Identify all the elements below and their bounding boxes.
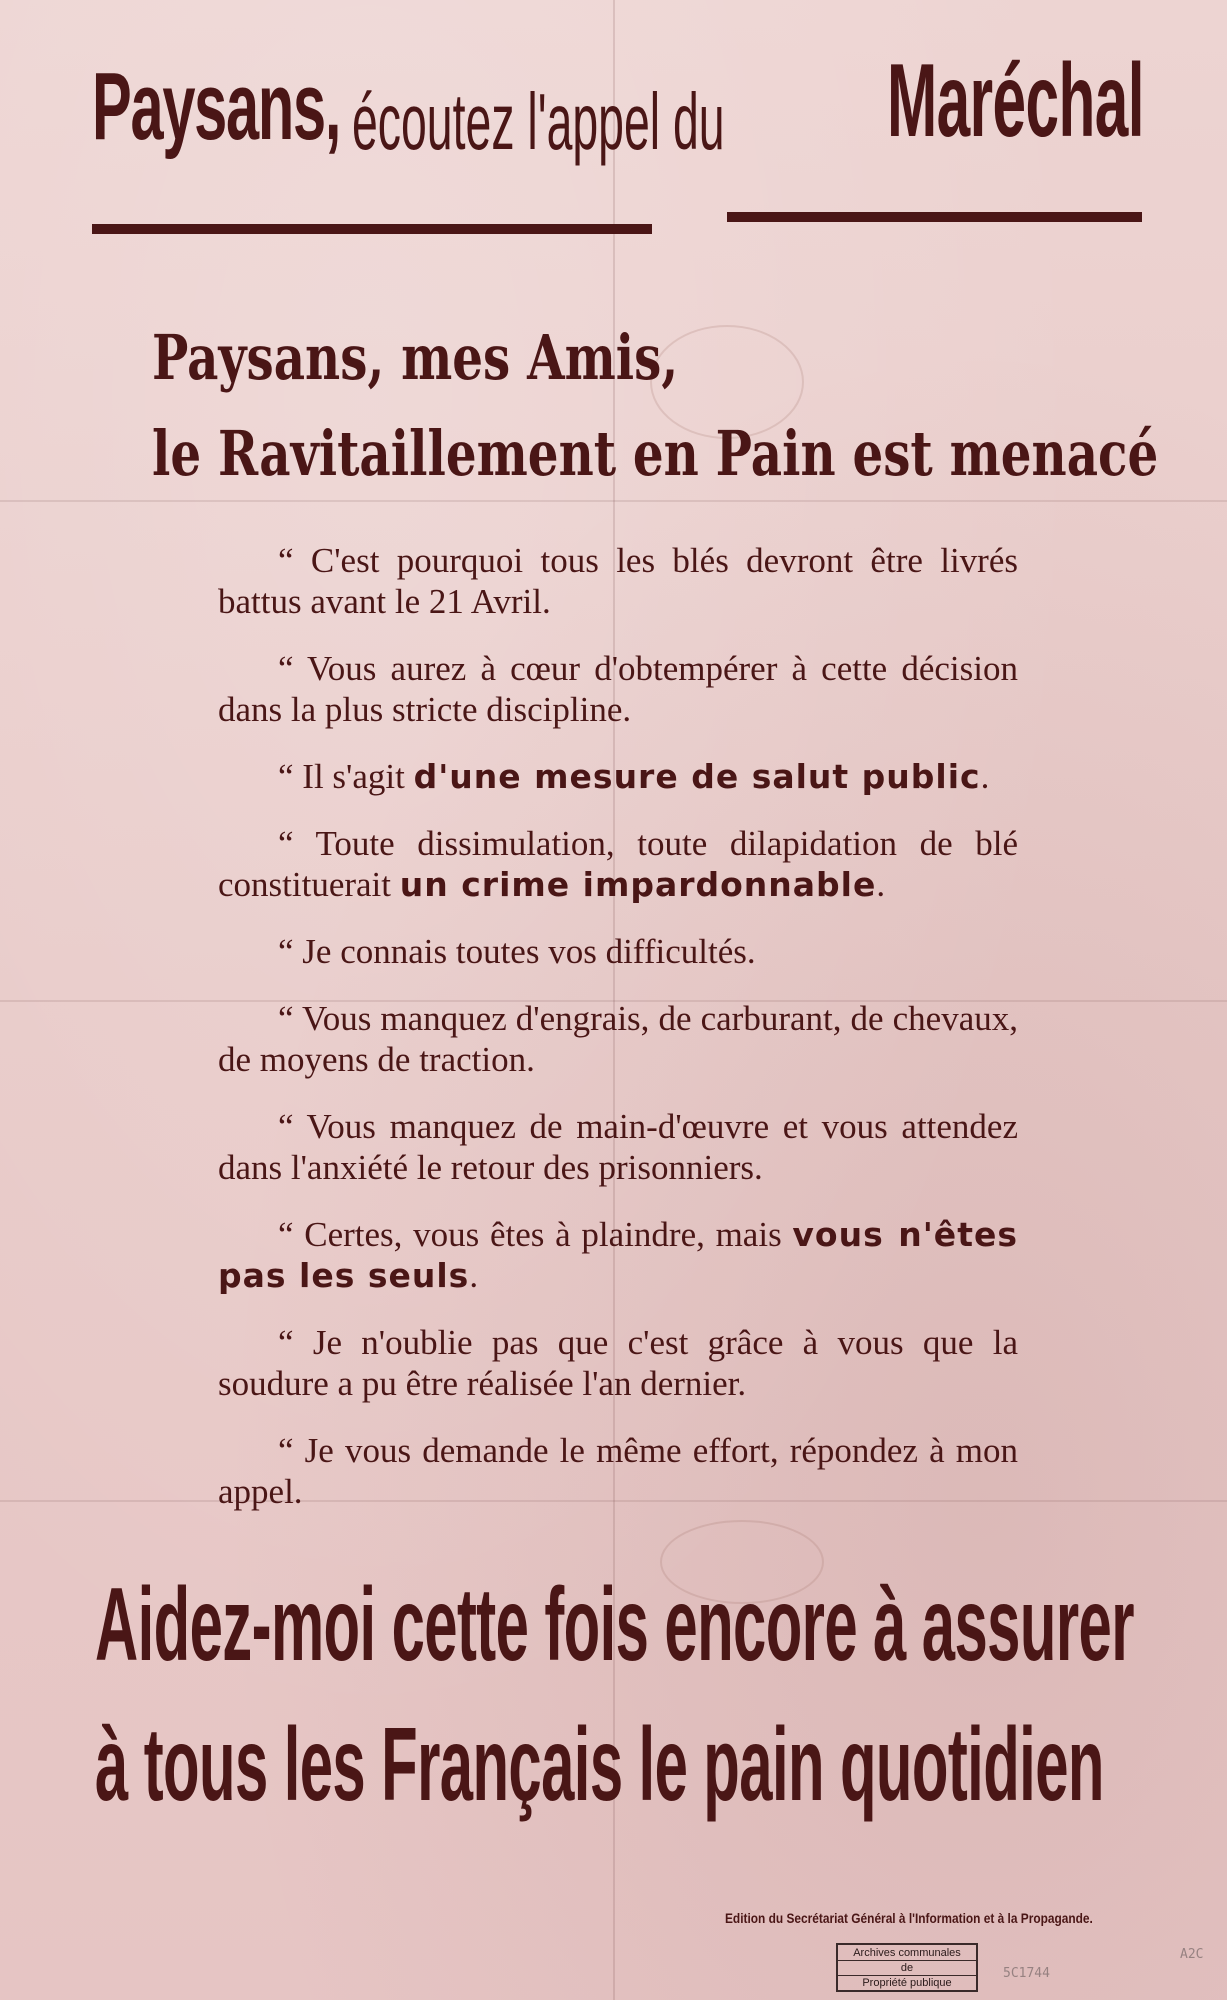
paragraph: “ Vous manquez d'engrais, de carburant, de chevaux, de moyens de traction. [218,999,1018,1079]
pencil-mark: 5C1744 [1003,1966,1050,1981]
paragraph: “ C'est pourquoi tous les blés devront être livrés battus avant le 21 Avril. [218,541,1018,621]
subheading-line-2: le Ravitaillement en Pain est menacé [152,417,1159,490]
emphasis: d'une mesure de salut public [413,757,981,796]
paragraph: “ Je n'oublie pas que c'est grâce à vous que la soudure a pu être réalisée l'an dernier. [218,1323,1018,1403]
archive-stamp [836,1943,978,1992]
body-text [218,540,1018,1538]
headline-word-paysans: Paysans, [92,53,341,160]
stamp-line-3: Propriété publique [862,1977,952,1989]
headline-word-marechal: Maréchal [887,43,1144,159]
headline-underline-right [727,212,1142,222]
cta-line-2: à tous les Français le pain quotidien [95,1707,1104,1823]
cta-line-1: Aidez-moi cette fois encore à assurer [95,1567,1134,1683]
paragraph: “ Je connais toutes vos difficultés. [278,932,756,971]
headline-middle: écoutez l'appel du [352,77,725,166]
pencil-mark: A2C [1180,1947,1204,1962]
emphasis: un crime impardonnable [399,865,877,904]
paragraph: “ Il s'agit d'une mesure de salut public. [278,757,990,796]
paragraph: “ Vous aurez à cœur d'obtempérer à cette décision dans la plus stricte discipline. [218,649,1018,729]
emphasis: vous n'êtes pas les seuls [218,1215,1018,1295]
paragraph: “ Certes, vous êtes à plaindre, mais vous n'êtes pas les seuls. [218,1215,1018,1295]
call-to-action [95,1555,1145,1835]
headline [92,43,1144,202]
paragraph: “ Vous manquez de main-d'œuvre et vous attendez dans l'anxiété le retour des prisonniers. [218,1107,1018,1187]
subheading-line-1: Paysans, mes Amis, [152,321,679,394]
subheading [152,310,1159,502]
paragraph: “ Je vous demande le même effort, répondez à mon appel. [218,1431,1018,1511]
headline-underline-left [92,224,652,234]
stamp-line-2: de [838,1960,976,1976]
stamp-line-1: Archives communales [853,1947,961,1959]
paragraph: “ Toute dissimulation, toute dilapidation de blé constituerait un crime impardonnable. [218,824,1018,904]
publisher-credit: Edition du Secrétariat Général à l'Information et à la Propagande. [725,1910,1093,1926]
